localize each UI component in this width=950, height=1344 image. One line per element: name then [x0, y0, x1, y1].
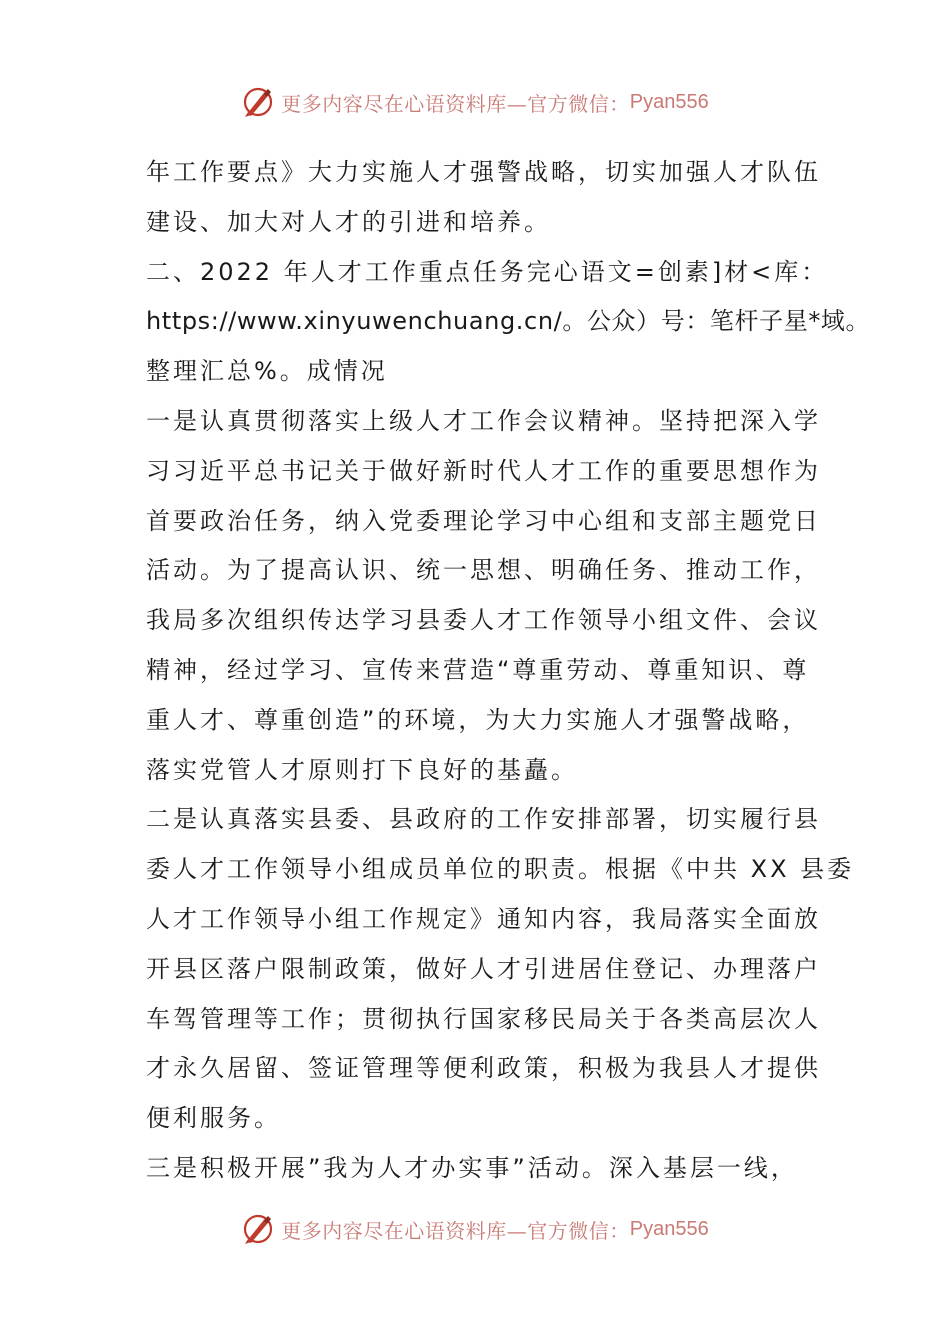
footer-banner — [0, 1209, 950, 1249]
text-line: 二、2022 年人才工作重点任务完心语文=创素]材<库： — [146, 257, 829, 286]
text-line: 车驾管理等工作；贯彻执行国家移民局关于各类高层次人 — [146, 1004, 821, 1033]
banner-wechat-id: Pyan556 — [629, 90, 709, 113]
text-line: 人才工作领导小组工作规定》通知内容，我局落实全面放 — [146, 904, 821, 933]
text-line: 二是认真落实县委、县政府的工作安排部署，切实履行县 — [146, 805, 821, 834]
text-line: 落实党管人才原则打下良好的基矗。 — [146, 755, 578, 784]
text-line: 开县区落户限制政策，做好人才引进居住登记、办理落户 — [146, 954, 821, 983]
text-line: 委人才工作领导小组成员单位的职责。根据《中共 XX 县委 — [146, 855, 855, 884]
text-line: 才永久居留、签证管理等便利政策，积极为我县人才提供 — [146, 1054, 821, 1083]
text-line: 建设、加大对人才的引进和培养。 — [146, 207, 551, 236]
banner-text: 更多内容尽在心语资料库—官方微信： — [281, 91, 630, 116]
text-line: 首要政治任务，纳入党委理论学习中心组和支部主题党日 — [146, 506, 821, 535]
text-line: 一是认真贯彻落实上级人才工作会议精神。坚持把深入学 — [146, 406, 821, 435]
text-line: 习习近平总书记关于做好新时代人才工作的重要思想作为 — [146, 456, 821, 485]
text-line: 重人才、尊重创造”的环境，为大力实施人才强警战略， — [146, 705, 810, 734]
text-line: 活动。为了提高认识、统一思想、明确任务、推动工作， — [146, 556, 821, 585]
text-line-url: https://www.xinyuwenchuang.cn/。公众）号：笔杆子星*域。 — [146, 307, 871, 336]
pen-brush-logo-icon — [241, 85, 275, 119]
text-line: 年工作要点》大力实施人才强警战略，切实加强人才队伍 — [146, 158, 821, 186]
header-banner — [0, 82, 950, 122]
pen-brush-logo-icon — [241, 1212, 275, 1246]
document-body — [146, 148, 871, 1194]
text-line: 我局多次组织传达学习县委人才工作领导小组文件、会议 — [146, 606, 821, 635]
text-line: 三是积极开展”我为人才办实事”活动。深入基层一线， — [146, 1153, 798, 1182]
text-line: 整理汇总%。成情况 — [146, 357, 388, 386]
banner-text: 更多内容尽在心语资料库—官方微信： — [281, 1218, 630, 1243]
text-line: 便利服务。 — [146, 1104, 281, 1133]
banner-wechat-id: Pyan556 — [629, 1217, 709, 1240]
text-line: 精神，经过学习、宣传来营造“尊重劳动、尊重知识、尊 — [146, 655, 810, 684]
